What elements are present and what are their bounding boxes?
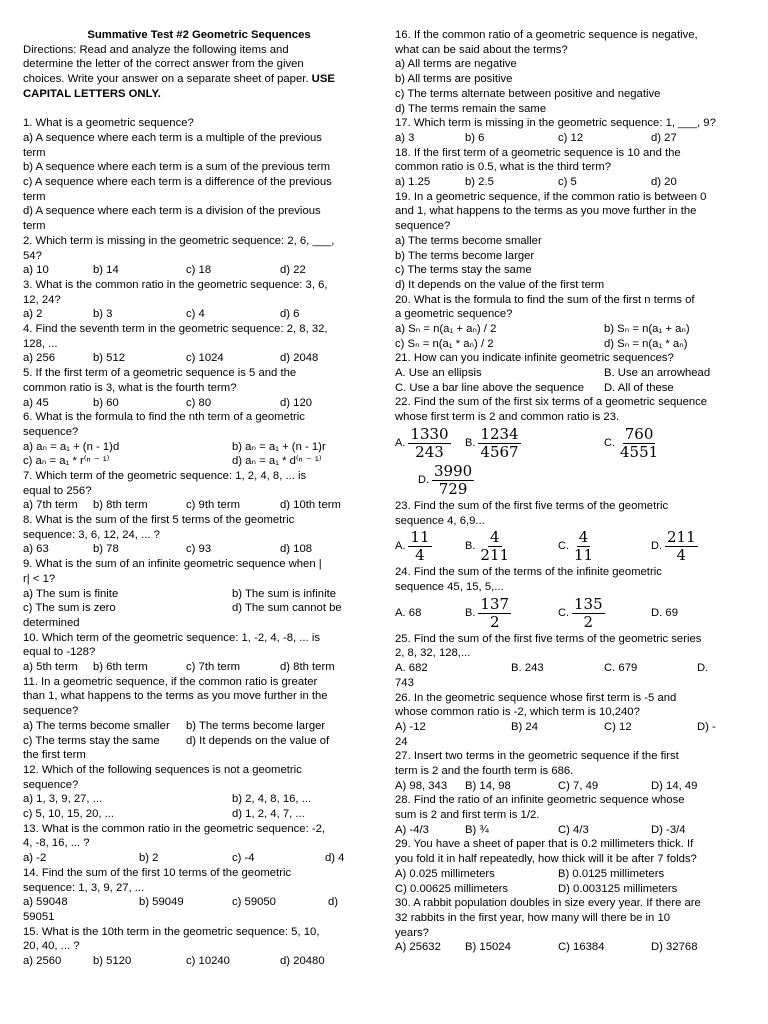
denominator: 4 xyxy=(415,546,425,565)
q10-options xyxy=(23,660,375,675)
question-30-cont: years? xyxy=(395,926,429,939)
question-5-cont: common ratio is 3, what is the fourth term? xyxy=(23,381,237,394)
option: B) 24 xyxy=(511,720,539,733)
q29-options-row1 xyxy=(395,867,743,882)
option: a) 63 xyxy=(23,543,49,556)
q23-options xyxy=(395,528,743,565)
option: d) 108 xyxy=(280,543,313,556)
q28-options xyxy=(395,823,743,838)
option: a) 2 xyxy=(23,308,43,321)
option: a) 2560 xyxy=(23,955,62,968)
option: b) 512 xyxy=(93,352,126,365)
question-11: 11. In a geometric sequence, if the common ratio is greater xyxy=(23,675,318,688)
fraction-option xyxy=(418,462,474,499)
option: a) 7th term xyxy=(23,499,78,512)
option: c) The terms alternate between positive and negative xyxy=(395,87,661,100)
numerator: 11 xyxy=(410,528,430,547)
question-16-cont: what can be said about the terms? xyxy=(395,43,568,56)
option: d) 27 xyxy=(651,131,677,144)
option: d) 20 xyxy=(651,176,677,189)
option-label: A. xyxy=(395,437,406,450)
option: a) All terms are negative xyxy=(395,58,517,71)
q1-option-c: c) A sequence where each term is a difference of the previous xyxy=(23,176,332,189)
q21-options-row1 xyxy=(395,366,743,381)
option: b) 6 xyxy=(465,131,485,144)
option: d) aₙ = a₁ * d⁽ⁿ ⁻ ¹⁾ xyxy=(232,455,322,468)
option: d) The sum cannot be xyxy=(232,602,342,615)
option: b) 59049 xyxy=(139,896,184,909)
option: c) Sₙ = n(a₁ * aₙ) / 2 xyxy=(395,337,494,350)
fraction-option xyxy=(651,528,698,565)
option: c) 10240 xyxy=(186,955,230,968)
page-title: Summative Test #2 Geometric Sequences xyxy=(87,29,311,41)
option-label: D. xyxy=(418,474,429,487)
q1-option-d: d) A sequence where each term is a division of the previous xyxy=(23,205,321,218)
option: c) 12 xyxy=(558,131,584,144)
option: b) 2 xyxy=(139,852,159,865)
option: d) 2048 xyxy=(280,352,319,365)
option: c) 18 xyxy=(186,264,212,277)
option-text: A. 68 xyxy=(395,606,422,619)
question-28-cont: sum is 2 and first term is 1/2. xyxy=(395,809,540,822)
option: a) 1.25 xyxy=(395,176,431,189)
option: a) 59048 xyxy=(23,896,68,909)
question-8-cont: sequence: 3, 6, 12, 24, ... ? xyxy=(23,528,160,541)
option: c) The terms stay the same xyxy=(395,264,532,277)
option: C) 7, 49 xyxy=(558,779,599,792)
fraction xyxy=(572,529,595,564)
option: D) -3/4 xyxy=(651,823,686,836)
directions-bold: USE xyxy=(311,73,335,86)
fraction xyxy=(572,596,605,631)
q15-options xyxy=(23,954,375,969)
q3-options xyxy=(23,307,375,322)
q29-options-row2 xyxy=(395,882,743,897)
directions-bold-line: CAPITAL LETTERS ONLY. xyxy=(23,87,161,100)
question-26-cont: whose common ratio is -2, which term is 10,240? xyxy=(395,706,640,719)
option: A) 25632 xyxy=(395,941,441,954)
option: c) 1024 xyxy=(186,352,224,365)
q26-options xyxy=(395,720,743,735)
option: C) 12 xyxy=(604,720,632,733)
option: A) -4/3 xyxy=(395,823,429,836)
question-7-cont: equal to 256? xyxy=(23,484,92,497)
numerator: 4 xyxy=(489,528,500,547)
option: D) 32768 xyxy=(651,941,698,954)
option-label: A. xyxy=(395,540,406,553)
question-22-cont: whose first term is 2 and common ratio is 23. xyxy=(395,411,620,424)
option: B) 15024 xyxy=(465,941,511,954)
question-4-cont: 128, ... xyxy=(23,337,58,350)
option: D) - xyxy=(697,720,716,733)
question-2-cont: 54? xyxy=(23,249,42,262)
question-30: 30. A rabbit population doubles in size every year. If there are xyxy=(395,897,701,910)
option: a) 1, 3, 9, 27, ... xyxy=(23,793,103,806)
question-8: 8. What is the sum of the first 5 terms of the geometric xyxy=(23,514,295,527)
question-20: 20. What is the formula to find the sum of the first n terms of xyxy=(395,293,695,306)
q9-options-row1 xyxy=(23,587,375,602)
question-13: 13. What is the common ratio in the geometric sequence: -2, xyxy=(23,822,326,835)
question-29: 29. You have a sheet of paper that is 0.2 millimeters thick. If xyxy=(395,838,694,851)
question-5: 5. If the first term of a geometric sequence is 5 and the xyxy=(23,367,297,380)
question-13-cont: 4, -8, 16, ... ? xyxy=(23,837,90,850)
denominator: 4 xyxy=(676,546,687,565)
question-11-cont: sequence? xyxy=(23,705,79,718)
option xyxy=(395,595,421,632)
q27-options xyxy=(395,779,743,794)
option: c) The terms stay the same xyxy=(23,734,160,747)
option: d) 1, 2, 4, 7, ... xyxy=(232,808,305,821)
question-6: 6. What is the formula to find the nth term of a geometric xyxy=(23,411,305,424)
option-label: C. xyxy=(558,540,569,553)
q7-options xyxy=(23,498,375,513)
option: A. 682 xyxy=(395,662,428,675)
question-27: 27. Insert two terms in the geometric sequence if the first xyxy=(395,750,679,763)
question-23: 23. Find the sum of the first five terms of the geometric xyxy=(395,499,669,512)
fraction xyxy=(478,529,511,564)
fraction-option xyxy=(465,595,511,632)
q20-options-row2 xyxy=(395,337,743,352)
denominator: 11 xyxy=(574,546,594,565)
option: c) 93 xyxy=(186,543,212,556)
question-19-cont: sequence? xyxy=(395,220,451,233)
question-4: 4. Find the seventh term in the geometric sequence: 2, 8, 32, xyxy=(23,323,328,336)
directions-text: choices. Write your answer on a separate sheet of paper. xyxy=(23,73,312,86)
numerator: 135 xyxy=(574,594,603,613)
option: C. 679 xyxy=(604,662,638,675)
q25-options xyxy=(395,661,743,676)
question-11-cont: than 1, what happens to the terms as you move further in the xyxy=(23,690,328,703)
option: A) 98, 343 xyxy=(395,779,448,792)
question-7: 7. Which term of the geometric sequence: 1, 2, 4, 8, ... is xyxy=(23,469,307,482)
question-3-cont: 12, 24? xyxy=(23,293,61,306)
option: b) 6th term xyxy=(93,661,148,674)
option: B. 243 xyxy=(511,662,544,675)
question-19: 19. In a geometric sequence, if the common ratio is between 0 xyxy=(395,190,707,203)
option: D. All of these xyxy=(604,381,674,394)
question-1: 1. What is a geometric sequence? xyxy=(23,117,194,130)
q2-options xyxy=(23,263,375,278)
fraction xyxy=(408,529,431,564)
option: a) Sₙ = n(a₁ + aₙ) / 2 xyxy=(395,323,497,336)
q18-options xyxy=(395,175,743,190)
option: d) It depends on the value of xyxy=(186,734,330,747)
option: a) The terms become smaller xyxy=(395,234,542,247)
option: a) aₙ = a₁ + (n - 1)d xyxy=(23,440,120,453)
fraction-option xyxy=(558,595,605,632)
option: d) xyxy=(328,896,339,909)
numerator: 1330 xyxy=(410,424,449,443)
question-19-cont: and 1, what happens to the terms as you move further in the xyxy=(395,205,697,218)
question-14: 14. Find the sum of the first 10 terms of the geometric xyxy=(23,866,292,879)
option: a) 3 xyxy=(395,131,415,144)
numerator: 1234 xyxy=(480,424,519,443)
q8-options xyxy=(23,542,375,557)
fraction xyxy=(618,426,660,461)
option: c) 9th term xyxy=(186,499,240,512)
option-cont: 24 xyxy=(395,735,408,748)
question-15: 15. What is the 10th term in the geometric sequence: 5, 10, xyxy=(23,925,320,938)
directions-line xyxy=(23,72,375,87)
option: b) All terms are positive xyxy=(395,73,513,86)
option-label: D. xyxy=(651,540,662,553)
option: D) 0.003125 millimeters xyxy=(558,882,678,895)
option-cont: 59051 xyxy=(23,910,55,923)
q12-options-row2 xyxy=(23,807,375,822)
option: a) 5th term xyxy=(23,661,78,674)
q6-options-row1 xyxy=(23,440,375,455)
denominator: 2 xyxy=(489,612,500,631)
question-30-cont: 32 rabbits in the first year, how many will there be in 10 xyxy=(395,911,671,924)
option-label: B. xyxy=(465,606,476,619)
option: b) 2, 4, 8, 16, ... xyxy=(232,793,312,806)
option: D. xyxy=(697,662,709,675)
question-27-cont: term is 2 and the fourth term is 686. xyxy=(395,765,574,777)
right-column xyxy=(395,28,743,955)
question-12-cont: sequence? xyxy=(23,778,79,791)
option: C) 16384 xyxy=(558,941,605,954)
numerator: 137 xyxy=(480,594,510,613)
option: a) -2 xyxy=(23,852,47,865)
option: d) 6 xyxy=(280,308,300,321)
q9-options-row2 xyxy=(23,601,375,616)
option: a) The terms become smaller xyxy=(23,719,170,732)
option: b) 3 xyxy=(93,308,113,321)
option: d) 20480 xyxy=(280,955,325,968)
fraction xyxy=(478,596,511,631)
fraction xyxy=(478,426,520,461)
option: B) 14, 98 xyxy=(465,779,511,792)
question-22: 22. Find the sum of the first six terms of a geometric sequence xyxy=(395,396,708,409)
q5-options xyxy=(23,396,375,411)
option: b) 2.5 xyxy=(465,176,494,189)
option: c) 59050 xyxy=(232,896,276,909)
q22-options-row1 xyxy=(395,425,743,462)
question-14-cont: sequence: 1, 3, 9, 27, ... xyxy=(23,881,145,894)
option: c) 7th term xyxy=(186,661,240,674)
q1-option-a: a) A sequence where each term is a multiple of the previous xyxy=(23,131,322,144)
denominator: 243 xyxy=(415,442,444,461)
left-column xyxy=(23,28,375,969)
option: b) The sum is infinite xyxy=(232,587,337,600)
fraction-option xyxy=(395,425,451,462)
option: a) 45 xyxy=(23,396,49,409)
q20-options-row1 xyxy=(395,322,743,337)
option: B) 0.0125 millimeters xyxy=(558,867,665,880)
option: c) 5, 10, 15, 20, ... xyxy=(23,808,115,821)
option: b) The terms become larger xyxy=(186,719,326,732)
denominator: 211 xyxy=(480,546,510,565)
option-label: B. xyxy=(465,437,476,450)
q4-options xyxy=(23,351,375,366)
fraction-option xyxy=(465,528,511,565)
denominator: 2 xyxy=(583,612,594,631)
q13-options xyxy=(23,851,375,866)
denominator: 4551 xyxy=(620,442,659,461)
question-10-cont: equal to -128? xyxy=(23,646,96,659)
option: d) 10th term xyxy=(280,499,341,512)
numerator: 4 xyxy=(578,528,589,547)
question-18: 18. If the first term of a geometric sequence is 10 and the xyxy=(395,146,681,159)
fraction-option xyxy=(465,425,521,462)
option: c) 4 xyxy=(186,308,205,321)
option: a) The sum is finite xyxy=(23,587,119,600)
question-12: 12. Which of the following sequences is not a geometric xyxy=(23,763,302,776)
option: b) 5120 xyxy=(93,955,132,968)
option: A. Use an ellipsis xyxy=(395,367,482,380)
option xyxy=(651,595,678,632)
option: C. Use a bar line above the sequence xyxy=(395,381,585,394)
q24-options xyxy=(395,595,743,632)
denominator: 729 xyxy=(438,479,468,498)
option-label: C. xyxy=(558,606,569,619)
fraction-option xyxy=(558,528,595,565)
question-24-cont: sequence 45, 15, 5,... xyxy=(395,581,504,593)
question-20-cont: a geometric sequence? xyxy=(395,308,513,321)
option: B. Use an arrowhead xyxy=(604,367,711,380)
question-18-cont: common ratio is 0.5, what is the third term? xyxy=(395,161,611,174)
q1-option-d-cont: term xyxy=(23,220,46,233)
q14-options xyxy=(23,895,375,910)
option: d) It depends on the value of the first term xyxy=(395,278,605,291)
option-text: D. 69 xyxy=(651,606,679,619)
numerator: 211 xyxy=(667,528,696,547)
fraction xyxy=(408,426,450,461)
option: a) 256 xyxy=(23,352,56,365)
question-9: 9. What is the sum of an infinite geometric sequence when | xyxy=(23,558,322,571)
q22-options-row2 xyxy=(395,462,743,499)
option: c) 5 xyxy=(558,176,577,189)
option: c) aₙ = a₁ * r⁽ⁿ ⁻ ¹⁾ xyxy=(23,455,110,468)
question-23-cont: sequence 4, 6,9... xyxy=(395,514,485,527)
question-17: 17. Which term is missing in the geometric sequence: 1, ___, 9? xyxy=(395,117,716,130)
option: D) 14, 49 xyxy=(651,779,698,792)
option: b) 78 xyxy=(93,543,119,556)
denominator: 4567 xyxy=(480,442,519,461)
q17-options xyxy=(395,131,743,146)
question-16: 16. If the common ratio of a geometric sequence is negative, xyxy=(395,29,698,41)
option: b) Sₙ = n(a₁ + aₙ) xyxy=(604,323,690,336)
numerator: 3990 xyxy=(434,461,473,480)
option-label: B. xyxy=(465,540,476,553)
q6-options-row2 xyxy=(23,454,375,469)
question-25: 25. Find the sum of the first five terms of the geometric series xyxy=(395,632,702,645)
option-cont: determined xyxy=(23,616,80,629)
directions-line: determine the letter of the correct answer from the given xyxy=(23,58,304,71)
q11-options-row2 xyxy=(23,734,375,749)
option: d) 4 xyxy=(325,852,345,865)
option: A) -12 xyxy=(395,720,426,733)
question-28: 28. Find the ratio of an infinite geometric sequence whose xyxy=(395,794,685,807)
question-26: 26. In the geometric sequence whose first term is -5 and xyxy=(395,691,677,704)
fraction xyxy=(665,529,698,564)
option: b) 60 xyxy=(93,396,119,409)
q1-option-b: b) A sequence where each term is a sum of the previous term xyxy=(23,161,331,174)
fraction-option xyxy=(395,528,432,565)
option-cont: 743 xyxy=(395,676,414,689)
question-2: 2. Which term is missing in the geometric sequence: 2, 6, ___, xyxy=(23,234,335,247)
option: a) 10 xyxy=(23,264,49,277)
directions-line: Directions: Read and analyze the following items and xyxy=(23,43,289,56)
option: C) 0.00625 millimeters xyxy=(395,882,509,895)
option: d) 22 xyxy=(280,264,306,277)
question-25-cont: 2, 8, 32, 128,... xyxy=(395,647,471,660)
q1-option-a-cont: term xyxy=(23,146,46,159)
q21-options-row2 xyxy=(395,381,743,396)
option: A) 0.025 millimeters xyxy=(395,867,495,880)
option: d) 8th term xyxy=(280,661,335,674)
option: c) 80 xyxy=(186,396,212,409)
option-cont: the first term xyxy=(23,749,86,762)
option: b) 8th term xyxy=(93,499,148,512)
fraction xyxy=(432,463,474,498)
option: d) Sₙ = n(a₁ * aₙ) xyxy=(604,337,688,350)
option: d) The terms remain the same xyxy=(395,102,547,115)
q1-option-c-cont: term xyxy=(23,190,46,203)
option: b) 14 xyxy=(93,264,119,277)
question-9-cont: r| < 1? xyxy=(23,572,56,585)
option: d) 120 xyxy=(280,396,313,409)
option: c) The sum is zero xyxy=(23,602,116,615)
question-3: 3. What is the common ratio in the geometric sequence: 3, 6, xyxy=(23,278,328,291)
fraction-option xyxy=(604,425,660,462)
option: b) aₙ = a₁ + (n - 1)r xyxy=(232,440,326,453)
numerator: 760 xyxy=(624,424,654,443)
option: B) ¾ xyxy=(465,823,489,836)
q12-options-row1 xyxy=(23,792,375,807)
q11-options-row1 xyxy=(23,719,375,734)
question-21: 21. How can you indicate infinite geometric sequences? xyxy=(395,352,674,365)
option: C) 4/3 xyxy=(558,823,589,836)
question-29-cont: you fold it in half repeatedly, how thick will it be after 7 folds? xyxy=(395,853,697,866)
question-10: 10. Which term of the geometric sequence: 1, -2, 4, -8, ... is xyxy=(23,631,320,644)
question-15-cont: 20, 40, ... ? xyxy=(23,940,80,953)
question-24: 24. Find the sum of the terms of the infinite geometric xyxy=(395,566,662,579)
question-6-cont: sequence? xyxy=(23,425,79,438)
option-label: C. xyxy=(604,437,615,450)
option: b) The terms become larger xyxy=(395,249,535,262)
q30-options xyxy=(395,940,743,955)
option: c) -4 xyxy=(232,852,255,865)
